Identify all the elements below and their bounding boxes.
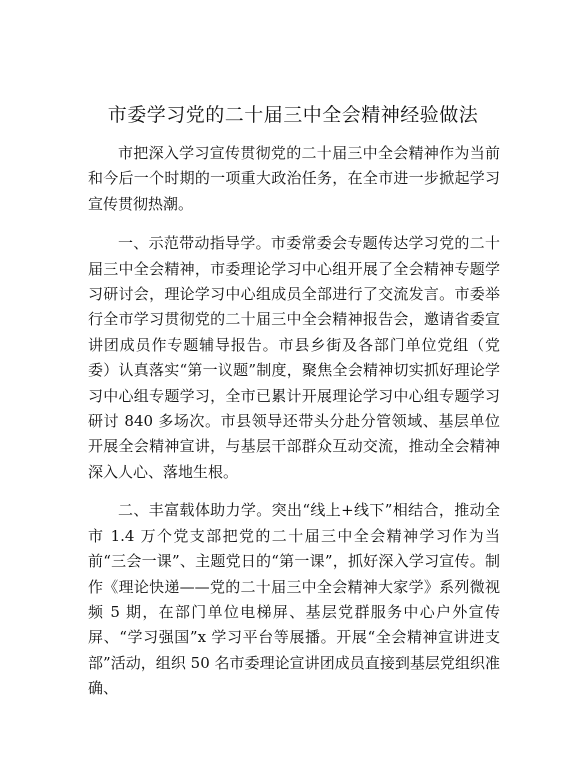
paragraph-section-2: [88, 498, 500, 701]
document-body: [88, 141, 500, 715]
paragraph-heading: 一、示范带动指导学。: [118, 234, 271, 253]
paragraph-heading: 二、丰富载体助力学。: [118, 501, 272, 520]
paragraph-section-1: [88, 231, 500, 485]
paragraph-text: 市委常委会专题传达学习党的二十届三中全会精神，市委理论学习中心组开展了全会精神专题学习研讨会，理论学习中心组成员全部进行了交流发言。市委举行全市学习贯彻党的二十届三中全会精神报告会，邀请省委宣讲团成员作专题辅导报告。市县乡街及各部门单位党组（党委）认真落实“第一议题”制度，聚焦全会精神切实抓好理论学习中心组专题学习，全市已累计开展理论学习中心组专题学习研讨 840 多场次。市县领导还带头分赴分管领域、基层单位开展全会精神宣讲，与基层干部群众互动交流，推动全会精神深入人心、落地生根。: [88, 234, 500, 481]
paragraph-text: 市把深入学习宣传贯彻党的二十届三中全会精神作为当前和今后一个时期的一项重大政治任务，在全市进一步掀起学习宣传贯彻热潮。: [88, 144, 500, 213]
document-title: 市委学习党的二十届三中全会精神经验做法: [107, 104, 479, 126]
paragraph-text: 突出“线上+线下”相结合，推动全市 1.4 万个党支部把党的二十届三中全会精神学习作为当前“三会一课”、主题党日的“第一课”，抓好深入学习宣传。制作《理论快递——党的二十届三中全会精神大家学》系列微视频 5 期，在部门单位电梯屏、基层党群服务中心户外宣传屏、“学习强国”x 学习平台等展播。开展“全会精神宣讲进支部”活动，组织 50 名市委理论宣讲团成员直接到基层党组织准确、: [88, 501, 500, 698]
paragraph-intro: [88, 141, 500, 217]
